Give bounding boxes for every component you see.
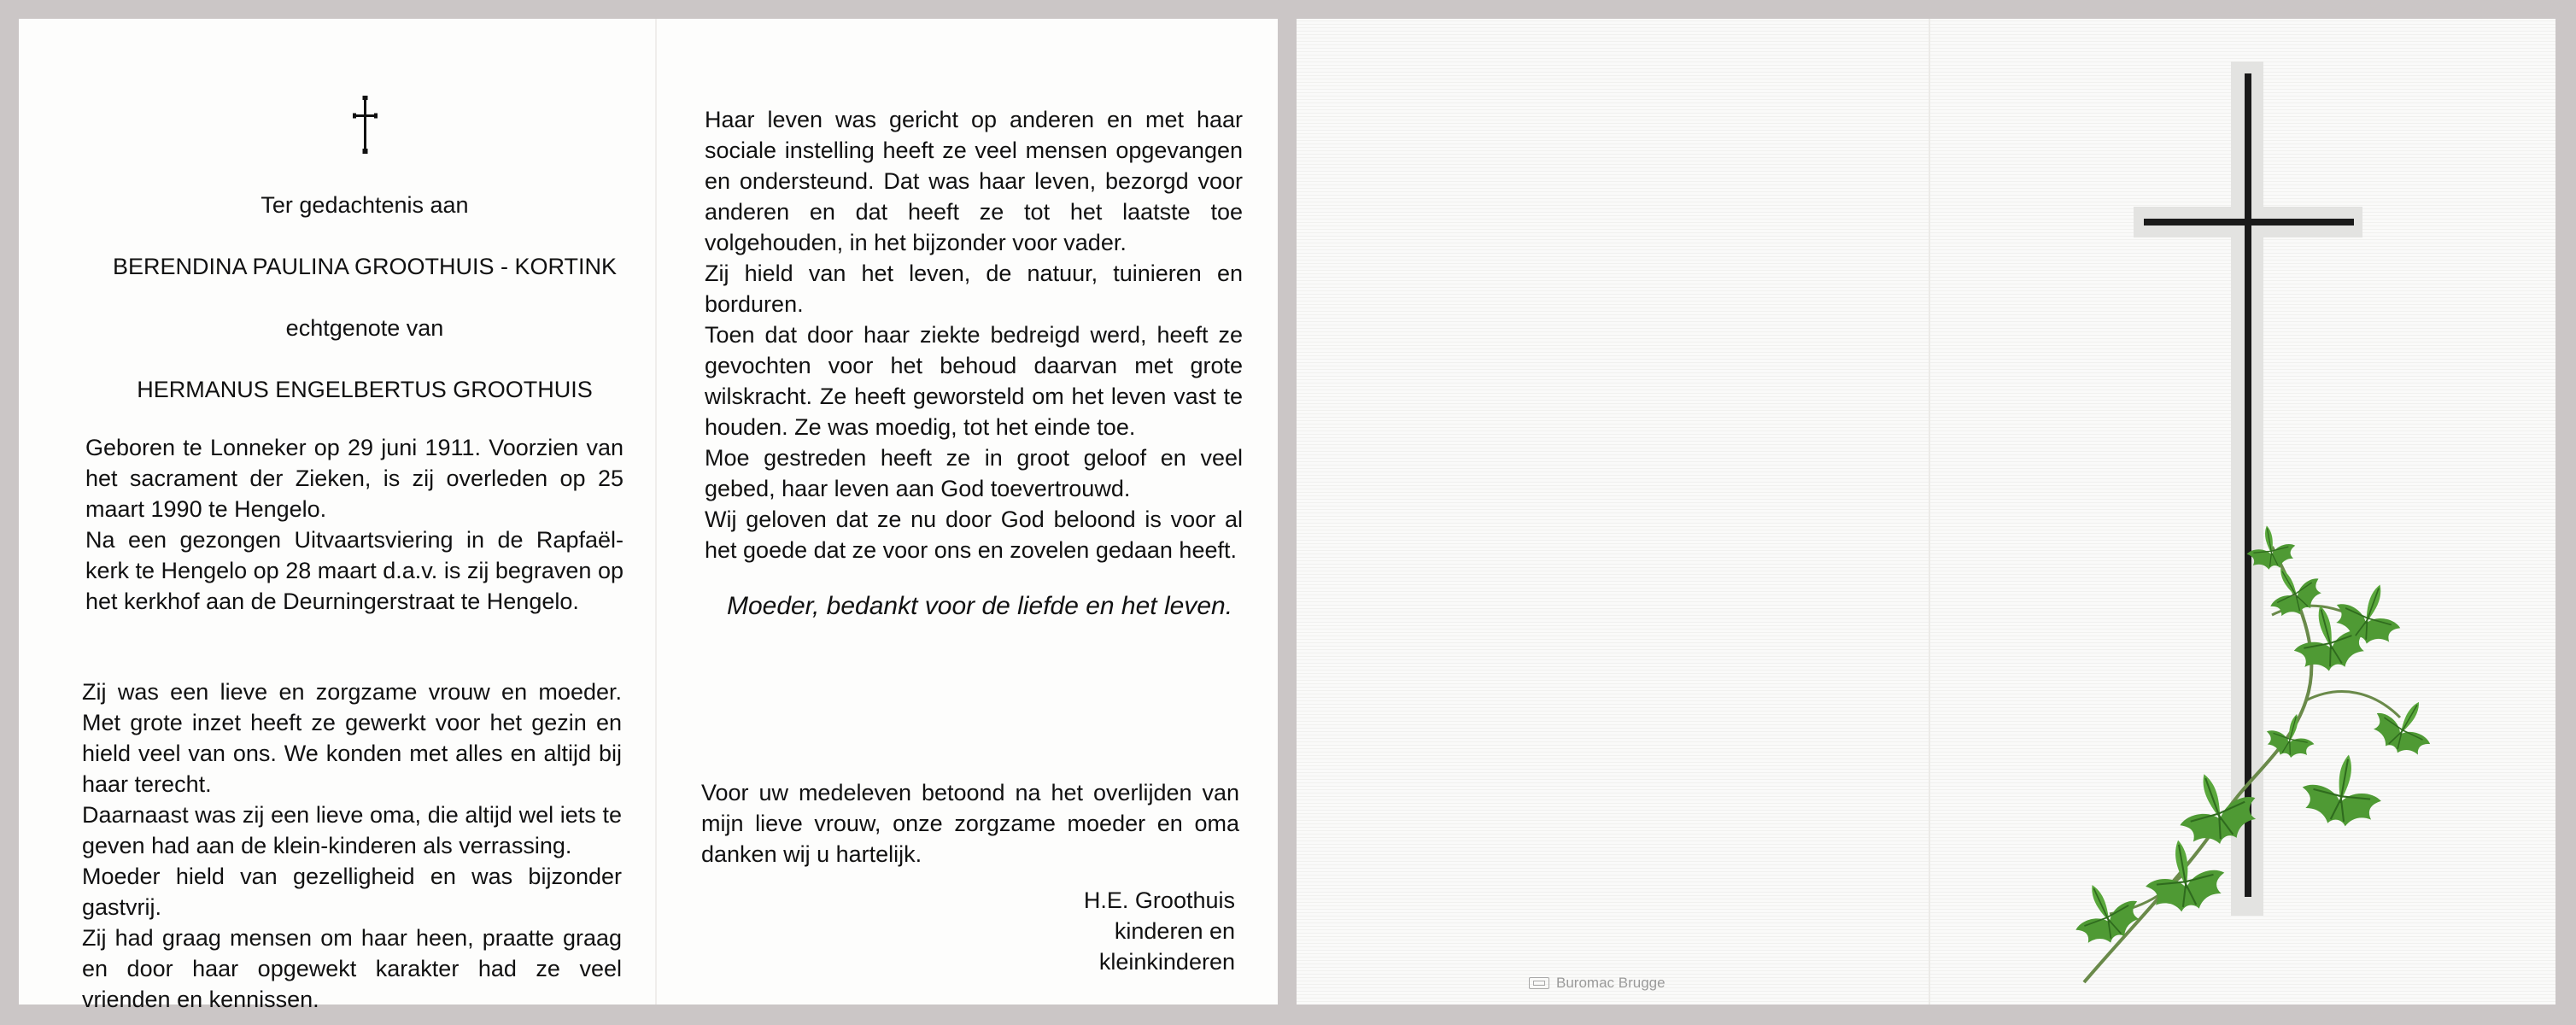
biography-paragraph: Na een gezongen Uitvaartsviering in de Rapfaël-kerk te Hengelo op 28 maart d.a.v. is zij begraven op het kerkhof aan de Deurningerstraat te Hengelo. — [85, 527, 624, 614]
intro-text: Ter gedachtenis aan — [261, 192, 469, 218]
closing-quote: Moeder, bedankt voor de liefde en het leven. — [726, 592, 1233, 620]
tribute-paragraph: Zij was een lieve en zorgzame vrouw en moeder. Met grote inzet heeft ze gewerkt voor het gezin en hield veel van ons. We konden met alles en altijd bij haar terecht. — [82, 679, 622, 797]
biography-paragraph: Geboren te Lonneker op 29 juni 1911. Voorzien van het sacrament der Zieken, is zij overleden op 25 maart 1990 te Hengelo. — [85, 435, 624, 522]
thanks-text: Voor uw medeleven betoond na het overlijden van mijn lieve vrouw, onze zorgzame moeder en oma danken wij u hartelijk. — [701, 780, 1239, 867]
reflection-paragraph: Wij geloven dat ze nu door God beloond is voor al het goede dat ze voor ons en zovelen gedaan heeft. — [705, 507, 1243, 563]
tribute-paragraph: Moeder hield van gezelligheid en was bijzonder gastvrij. — [82, 864, 622, 920]
cross-vertical — [2245, 73, 2251, 897]
signature-line: kinderen en — [1114, 918, 1235, 944]
tribute-paragraph: Daarnaast was zij een lieve oma, die altijd wel iets te geven had aan de klein-kinderen als verrassing. — [82, 802, 622, 858]
reflection-paragraph: Haar leven was gericht op anderen en met haar sociale instelling heeft ze veel mensen opgevangen en ondersteund. Dat was haar leven, bezorgd voor anderen en dat heeft ze tot het laatste toe volgehouden, in het bijzonder voor vader. — [705, 107, 1243, 255]
deceased-name: BERENDINA PAULINA GROOTHUIS - KORTINK — [112, 254, 618, 279]
signature-line: kleinkinderen — [1098, 949, 1235, 975]
printer-name: Buromac Brugge — [1556, 975, 1666, 991]
reflection-paragraph: Zij hield van het leven, de natuur, tuinieren en borduren. — [705, 261, 1243, 317]
printer-mark — [1529, 975, 1666, 992]
signature-line: H.E. Groothuis — [1083, 887, 1235, 913]
printer-logo-icon — [1529, 977, 1549, 989]
spouse-name: HERMANUS ENGELBERTUS GROOTHUIS — [137, 377, 593, 402]
reflection-paragraph: Moe gestreden heeft ze in groot geloof en veel gebed, haar leven aan God toevertrouwd. — [705, 445, 1243, 501]
tribute-paragraph: Zij had graag mensen om haar heen, praatte graag en door haar opgewekt karakter had ze veel vrienden en kennissen. — [82, 925, 622, 1012]
relation-text: echtgenote van — [285, 315, 444, 341]
cross-horizontal — [2144, 219, 2354, 226]
reflection-paragraph: Toen dat door haar ziekte bedreigd werd, heeft ze gevochten voor het behoud daarvan met grote wilskracht. Ze heeft geworsteld om het leven vast te houden. Ze was moedig, tot het einde toe. — [705, 322, 1243, 440]
